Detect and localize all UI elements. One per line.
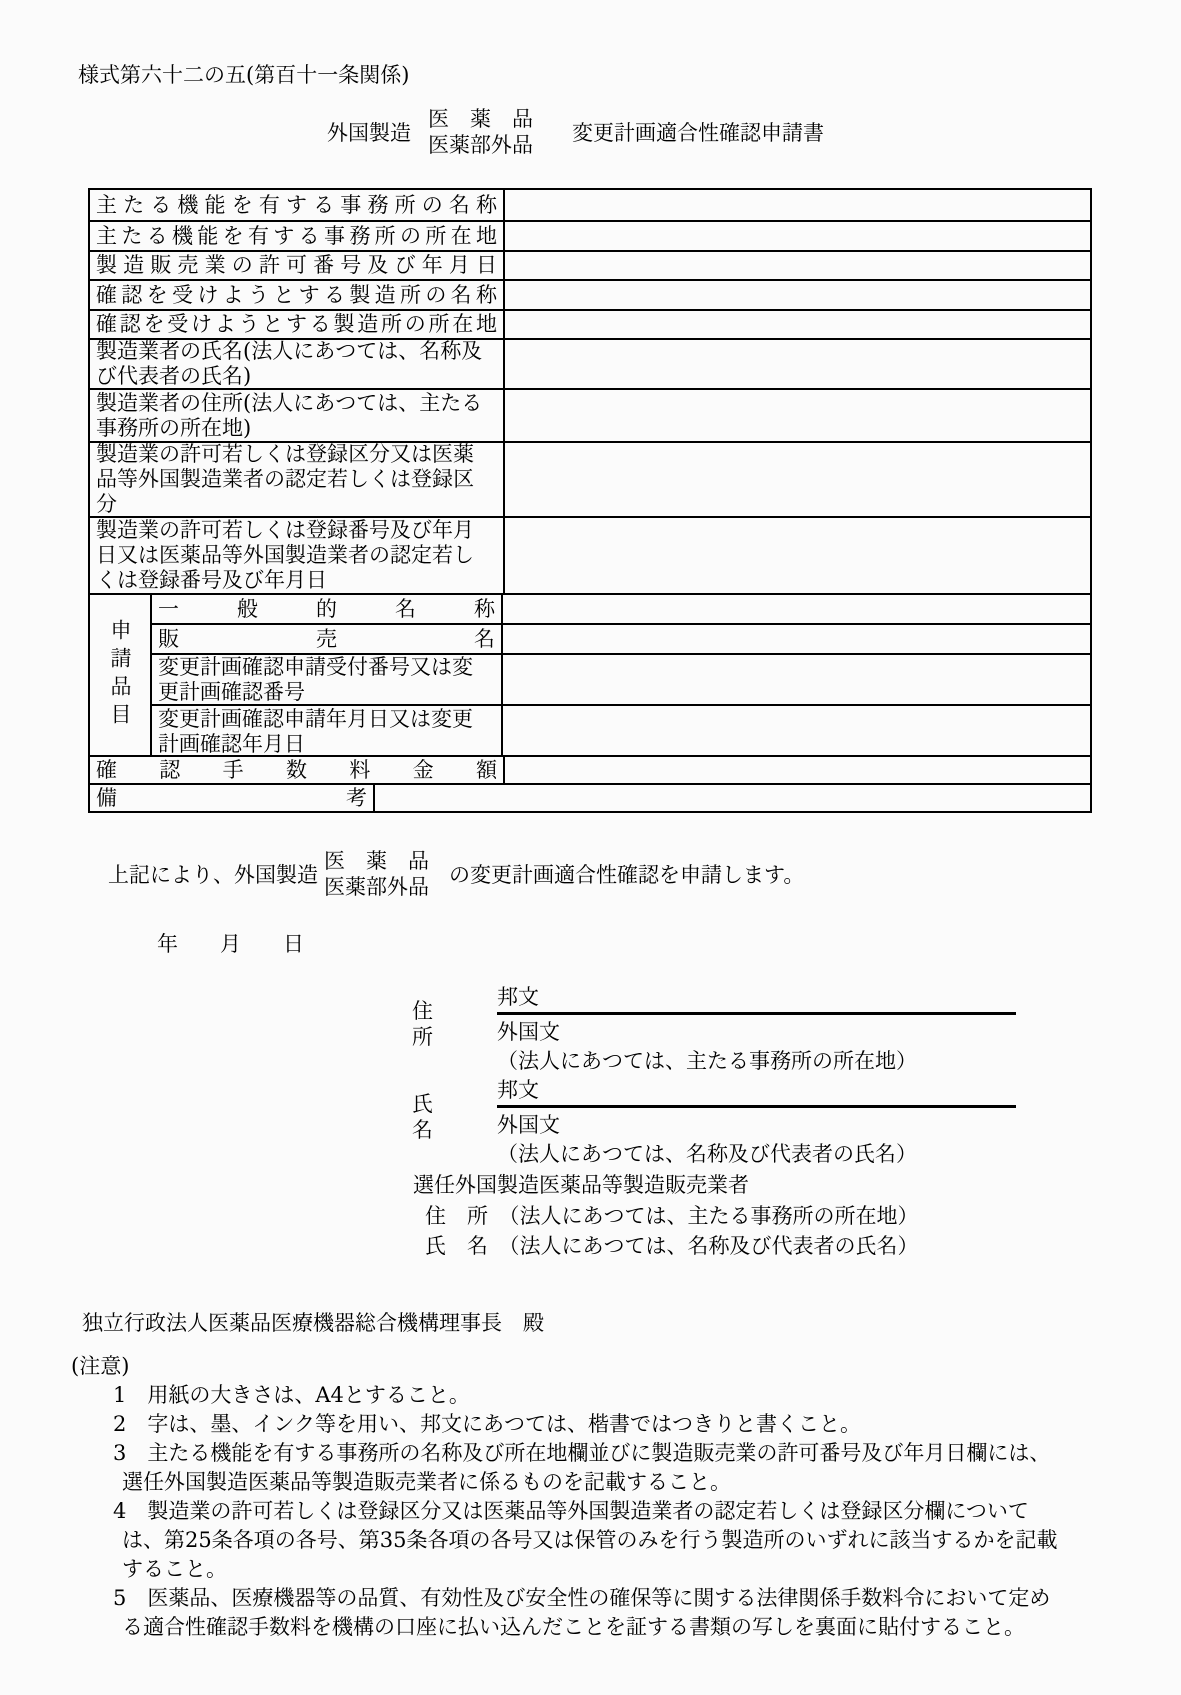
name-note: （法人にあつては、名称及び代表者の氏名）: [497, 1142, 917, 1166]
table-row-office-address: [90, 220, 1090, 250]
subrow-label-text: 変更計画確認申請受付番号又は変: [158, 654, 473, 679]
row-label-cell: [90, 518, 505, 593]
note-line: 4 製造業の許可若しくは登録区分又は医薬品等外国製造業者の認定若しくは登録区分欄について: [113, 1499, 1029, 1523]
subrow-brand-name: [152, 623, 1090, 653]
address-note: （法人にあつては、主たる事務所の所在地）: [497, 1049, 917, 1073]
subrow-value-cell: [503, 655, 1090, 704]
title-category-stack: [428, 106, 533, 158]
notes-section: [0, 1352, 1160, 1642]
application-statement: [108, 846, 804, 902]
title-prefix: 外国製造: [327, 121, 411, 145]
group-label-text: 申請品目: [108, 619, 132, 731]
row-label-text: 確認を受けようとする製造所の名称: [96, 282, 497, 307]
subrow-label-text: 変更計画確認申請年月日又は変更: [158, 706, 473, 731]
table-group-application-items: [90, 593, 1090, 755]
row-label-cell: [90, 311, 505, 338]
title-main: 変更計画適合性確認申請書: [572, 121, 824, 145]
subrow-value-cell: [503, 706, 1090, 757]
row-label-cell: [90, 390, 505, 441]
row-label-text: 製造業者の氏名(法人にあつては、名称及: [96, 339, 483, 363]
table-row-factory-name: [90, 279, 1090, 309]
group-label-cell: [90, 595, 152, 755]
selected-seller-title: 選任外国製造医薬品等製造販売業者: [413, 1173, 749, 1197]
row-label-text: 品等外国製造業者の認定若しくは登録区: [96, 467, 474, 491]
row-value-cell: [505, 190, 1090, 220]
subrow-value-cell: [503, 625, 1090, 653]
subrow-label-text: 販売名: [158, 626, 495, 651]
row-value-cell: [505, 222, 1090, 250]
selected-seller-name-line: 氏 名 （法人にあつては、名称及び代表者の氏名）: [425, 1234, 919, 1258]
row-label-cell: [90, 757, 505, 783]
table-row-remarks: [90, 783, 1090, 811]
row-label-cell: [90, 281, 505, 309]
note-line: 選任外国製造医薬品等製造販売業者に係るものを記載すること。: [122, 1470, 731, 1494]
addressee-line: 独立行政法人医薬品医療機器総合機構理事長 殿: [82, 1311, 544, 1335]
table-row-manufacturer-address: [90, 388, 1090, 441]
note-line: 3 主たる機能を有する事務所の名称及び所在地欄並びに製造販売業の許可番号及び年月日欄には、: [113, 1441, 1051, 1465]
subrow-label-cell: [152, 655, 503, 704]
table-row-office-name: [90, 190, 1090, 220]
subrow-label-text: 更計画確認番号: [158, 679, 305, 704]
address-content: [497, 984, 1016, 1075]
row-label-cell: [90, 252, 505, 279]
table-row-registration-number: [90, 516, 1090, 593]
statement-category-stack: [324, 848, 429, 900]
row-value-cell: [505, 757, 1090, 783]
address-japanese-line: 邦文: [497, 984, 1016, 1015]
row-label-text: 確認を受けようとする製造所の所在地: [96, 312, 497, 336]
title-category-top: 医薬品: [428, 107, 533, 131]
row-label-text: 製造業の許可若しくは登録番号及び年月: [96, 518, 474, 542]
table-row-factory-address: [90, 309, 1090, 338]
note-line: 1 用紙の大きさは、A4とすること。: [113, 1383, 470, 1407]
row-value-cell: [505, 340, 1090, 388]
applicant-address-block: [412, 984, 1016, 1075]
application-table: [88, 188, 1092, 813]
subrow-label-text: 計画確認年月日: [158, 731, 305, 756]
row-value-cell: [375, 785, 1090, 811]
row-label-text: 備考: [96, 785, 367, 810]
row-value-cell: [505, 518, 1090, 593]
row-label-cell: [90, 443, 505, 516]
date-line: 年 月 日: [157, 932, 304, 956]
address-label: 住 所: [412, 999, 454, 1049]
table-row-fee-amount: [90, 755, 1090, 783]
table-row-license-number: [90, 250, 1090, 279]
row-label-text: 分: [96, 492, 117, 516]
table-row-manufacturer-name: [90, 338, 1090, 388]
subrow-label-cell: [152, 706, 503, 757]
subrow-label-text: 一般的名称: [158, 596, 495, 621]
note-line: 2 字は、墨、インク等を用い、邦文にあつては、楷書ではつきりと書くこと。: [113, 1412, 861, 1436]
address-foreign-line: 外国文: [497, 1020, 560, 1044]
name-japanese-line: 邦文: [497, 1077, 1016, 1108]
row-label-text: くは登録番号及び年月日: [96, 568, 327, 592]
title-category-bottom: 医薬部外品: [428, 133, 533, 157]
note-line: すること。: [122, 1557, 227, 1581]
statement-prefix: 上記により、外国製造: [108, 863, 318, 887]
row-label-text: 製造業者の住所(法人にあつては、主たる: [96, 390, 483, 415]
note-line: 5 医薬品、医療機器等の品質、有効性及び安全性の確保等に関する法律関係手数料令において定め: [113, 1586, 1051, 1610]
statement-category-top: 医薬品: [324, 849, 429, 873]
note-line: る適合性確認手数料を機構の口座に払い込んだことを証する書類の写しを裏面に貼付すること。: [122, 1615, 1025, 1639]
row-label-text: 主たる機能を有する事務所の名称: [96, 192, 497, 217]
row-label-cell: [90, 222, 505, 250]
subrow-value-cell: [503, 595, 1090, 623]
form-title: [327, 104, 824, 160]
row-label-cell: [90, 785, 375, 811]
row-label-text: 日又は医薬品等外国製造業者の認定若し: [96, 543, 474, 567]
form-number: 様式第六十二の五(第百十一条関係): [78, 63, 410, 87]
row-value-cell: [505, 281, 1090, 309]
row-label-text: 事務所の所在地): [96, 415, 252, 440]
row-value-cell: [505, 252, 1090, 279]
row-value-cell: [505, 443, 1090, 516]
selected-seller-address-line: 住 所 （法人にあつては、主たる事務所の所在地）: [425, 1204, 919, 1228]
row-label-text: 製造販売業の許可番号及び年月日: [96, 253, 497, 277]
subrow-confirmation-date: [152, 704, 1090, 757]
statement-category-bottom: 医薬部外品: [324, 875, 429, 899]
row-label-text: 製造業の許可若しくは登録区分又は医薬: [96, 442, 474, 466]
note-line: は、第25条各項の各号、第35条各項の各号又は保管のみを行う製造所のいずれに該当するかを記載: [122, 1528, 1058, 1552]
subrow-generic-name: [152, 595, 1090, 623]
row-label-cell: [90, 340, 505, 388]
table-row-registration-category: [90, 441, 1090, 516]
subrow-label-cell: [152, 625, 503, 653]
name-label: 氏 名: [412, 1092, 454, 1142]
row-label-cell: [90, 190, 505, 220]
group-subrows: [152, 595, 1090, 755]
row-value-cell: [505, 390, 1090, 441]
applicant-name-block: [412, 1077, 1016, 1168]
subrow-label-cell: [152, 595, 503, 623]
row-value-cell: [505, 311, 1090, 338]
subrow-confirmation-number: [152, 653, 1090, 704]
name-content: [497, 1077, 1016, 1168]
row-label-text: び代表者の氏名): [96, 364, 252, 388]
row-label-text: 確認手数料金額: [96, 757, 497, 782]
statement-suffix: の変更計画適合性確認を申請します。: [449, 863, 805, 887]
notes-heading: (注意): [71, 1354, 130, 1378]
row-label-text: 主たる機能を有する事務所の所在地: [96, 223, 497, 248]
name-foreign-line: 外国文: [497, 1113, 560, 1137]
